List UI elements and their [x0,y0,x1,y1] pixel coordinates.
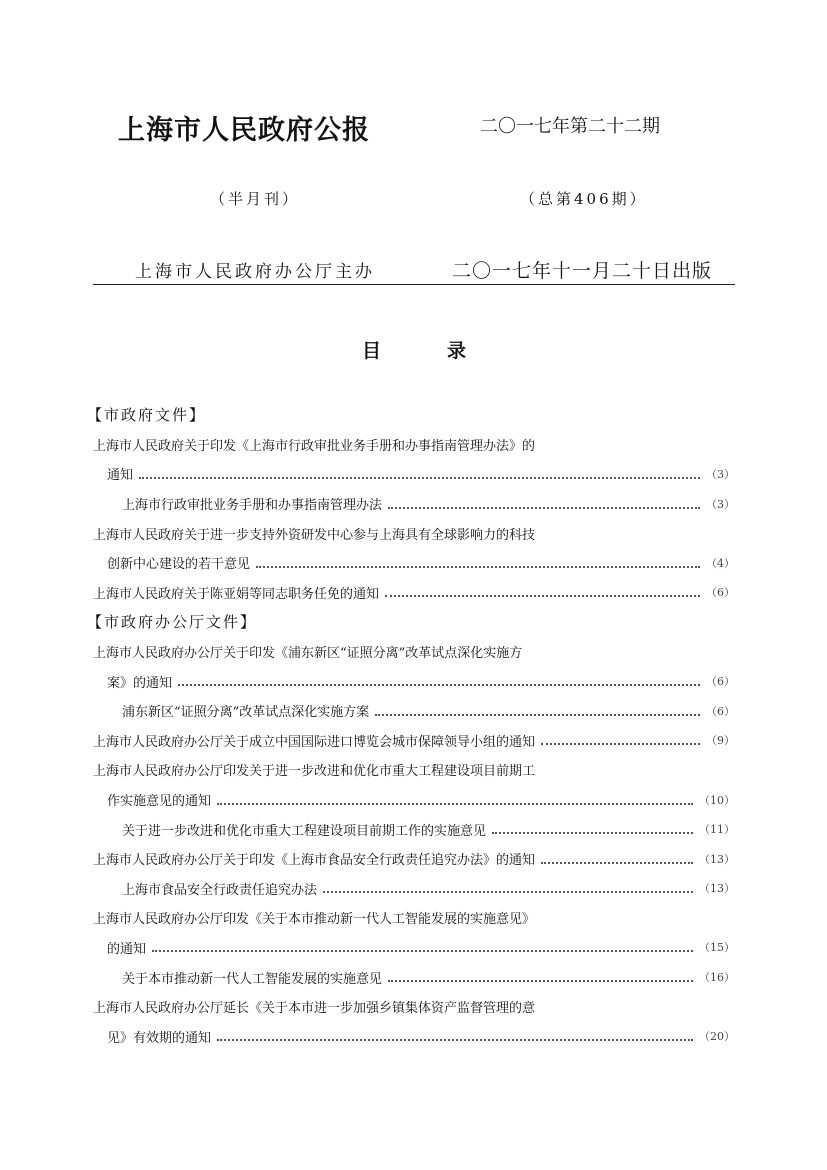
toc-entry[interactable] [93,666,735,696]
dot-leader [152,950,693,952]
toc-entry-text: 浦东新区“证照分离”改革试点深化实施方案 [122,705,370,721]
toc-entry-text: 的通知 [107,941,147,957]
toc-entry[interactable] [93,548,735,578]
toc-page-number: （13） [699,882,735,896]
toc-page-number: （4） [706,556,735,570]
toc-entry[interactable] [93,489,735,519]
toc-section-heading [87,400,735,430]
toc-entry-text: 上海市人民政府办公厅印发关于进一步改进和优化市重大工程建设项目前期工 [93,764,536,780]
issue-number: 二〇一七年第二十二期 [480,116,660,137]
dot-leader [323,891,693,893]
toc-entry-text: 【市政府办公厅文件】 [87,613,258,632]
toc-entry[interactable] [93,726,735,756]
frequency: （半月刊） [210,190,301,208]
toc-entry[interactable] [93,578,735,608]
toc-entry-text: 通知 [107,468,134,484]
toc-entry [93,903,735,933]
toc-page-number: （3） [706,467,735,481]
toc-entry[interactable] [93,696,735,726]
toc-page-number: （9） [706,734,735,748]
toc-entry[interactable] [93,814,735,844]
toc-entry-text: 上海市人民政府办公厅关于印发《上海市食品安全行政责任追究办法》的通知 [93,853,536,869]
toc-entry-text: 关于进一步改进和优化市重大工程建设项目前期工作的实施意见 [122,823,487,839]
dot-leader [492,832,693,834]
toc-entry [93,992,735,1022]
toc-entry-text: 关于本市推动新一代人工智能发展的实施意见 [122,971,383,987]
dot-leader [178,684,700,686]
toc-entry-text: 上海市人民政府关于陈亚娟等同志职务任免的通知 [93,586,380,602]
toc-entry-text: 上海市食品安全行政责任追究办法 [122,882,318,898]
toc-page-number: （10） [699,793,735,807]
dot-leader [217,1039,693,1041]
toc-entry-text: 作实施意见的通知 [107,794,212,810]
table-of-contents [87,400,735,1051]
dot-leader [541,862,693,864]
toc-section-heading [87,607,735,637]
toc-title-part2: 录 [447,340,467,362]
publication-title: 上海市人民政府公报 [118,115,370,146]
toc-entry-text: 上海市人民政府关于进一步支持外资研发中心参与上海具有全球影响力的科技 [93,527,536,543]
toc-page-number: （3） [706,497,735,511]
toc-entry [93,430,735,460]
dot-leader [385,595,700,597]
toc-entry[interactable] [93,785,735,815]
toc-entry [93,755,735,785]
toc-page-number: （16） [699,971,735,985]
dot-leader [139,477,700,479]
toc-page-number: （6） [706,704,735,718]
toc-page-number: （13） [699,852,735,866]
publish-date: 二〇一七年十一月二十日出版 [452,260,713,282]
toc-entry-text: 上海市人民政府办公厅延长《关于本市进一步加强乡镇集体资产监督管理的意 [93,1001,536,1017]
dot-leader [388,507,700,509]
toc-entry-text: 创新中心建设的若干意见 [107,557,251,573]
toc-entry-text: 上海市行政审批业务手册和办事指南管理办法 [122,498,383,514]
toc-entry-text: 见》有效期的通知 [107,1030,212,1046]
toc-entry [93,637,735,667]
toc-title-part1: 目 [362,340,382,362]
toc-entry[interactable] [93,844,735,874]
toc-entry-text: 上海市人民政府办公厅关于印发《浦东新区“证照分离”改革试点深化实施方 [93,646,523,662]
toc-page-number: （15） [699,941,735,955]
toc-entry[interactable] [93,459,735,489]
dot-leader [375,714,700,716]
toc-entry-text: 上海市人民政府办公厅印发《关于本市推动新一代人工智能发展的实施意见》 [93,912,536,928]
toc-page-number: （11） [699,823,735,837]
toc-entry[interactable] [93,962,735,992]
total-issue: （总第406期） [520,190,648,208]
toc-entry-text: 上海市人民政府关于印发《上海市行政审批业务手册和办事指南管理办法》的 [93,438,536,454]
dot-leader [256,566,700,568]
dot-leader [388,980,693,982]
toc-entry-text: 上海市人民政府办公厅关于成立中国国际进口博览会城市保障领导小组的通知 [93,734,536,750]
toc-page-number: （20） [699,1030,735,1044]
host-organization: 上海市人民政府办公厅主办 [135,262,375,282]
toc-entry-text: 案》的通知 [107,675,173,691]
toc-page-number: （6） [706,675,735,689]
toc-entry [93,518,735,548]
header-divider [93,284,735,285]
dot-leader [541,743,700,745]
toc-entry[interactable] [93,1021,735,1051]
toc-entry[interactable] [93,933,735,963]
toc-page-number: （6） [706,586,735,600]
dot-leader [217,803,693,805]
toc-entry[interactable] [93,874,735,904]
toc-entry-text: 【市政府文件】 [87,406,207,425]
